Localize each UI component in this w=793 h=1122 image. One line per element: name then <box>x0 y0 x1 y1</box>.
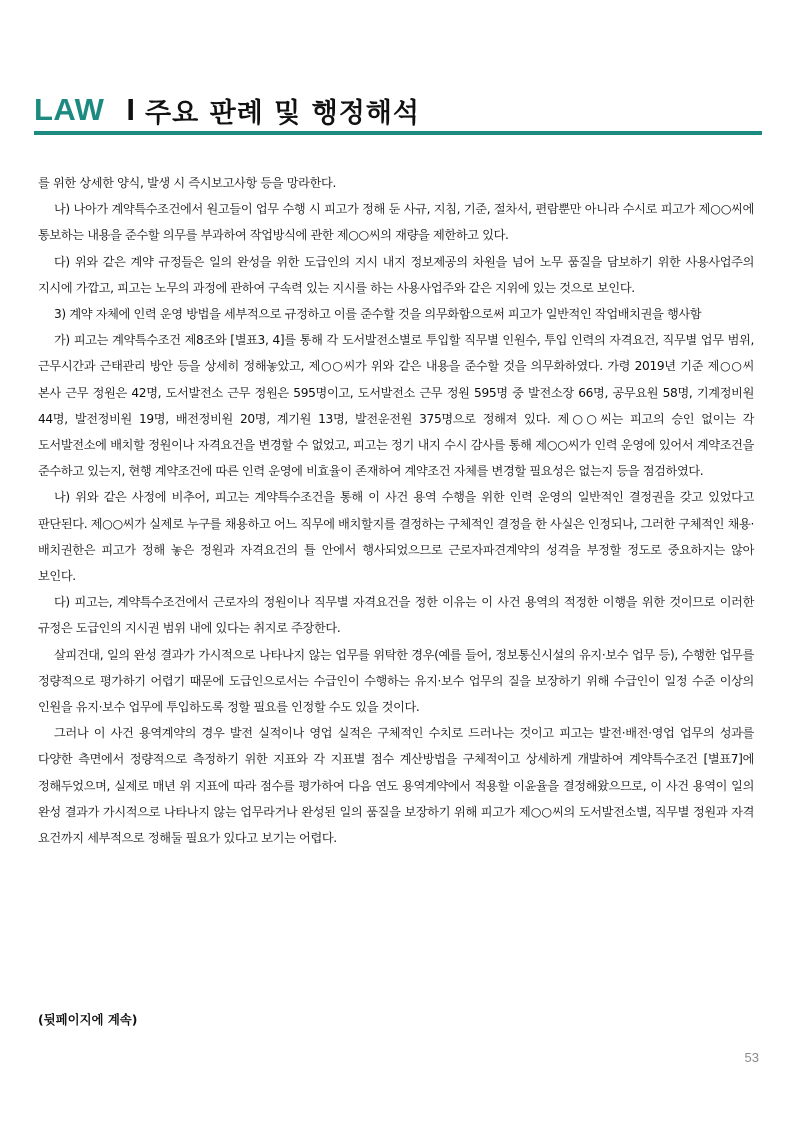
paragraph: 다) 피고는, 계약특수조건에서 근로자의 정원이나 직무별 자격요건을 정한 이유는 이 사건 용역의 적정한 이행을 위한 것이므로 이러한 규정은 도급인의 지시권 범위 내에 있다는 취지로 주장한다. <box>38 595 754 636</box>
continuation-note: (뒷페이지에 계속) <box>38 1012 138 1027</box>
body-text <box>38 170 754 851</box>
paragraph: 나) 나아가 계약특수조건에서 원고들이 업무 수행 시 피고가 정해 둔 사규, 지침, 기준, 절차서, 편람뿐만 아니라 수시로 피고가 제○○씨에 통보하는 내용을 준수할 의무를 부과하여 작업방식에 관한 제○○씨의 재량을 제한하고 있다. <box>38 202 754 243</box>
section-label: LAW <box>34 92 105 127</box>
paragraph: 가) 피고는 계약특수조건 제8조와 [별표3, 4]를 통해 각 도서발전소별로 투입할 직무별 인원수, 투입 인력의 자격요건, 직무별 업무 범위, 근무시간과 근태관리 방안 등을 상세히 정해놓았고, 제○○씨가 위와 같은 내용을 준수할 것을 의무화하였다. 가령 2019년 기준 제○○씨 본사 근무 정원은 42명, 도서발전소 근무 정원은 595명이고, 도서발전소 근무 정원 595명 중 발전소장 66명, 공무요원 58명, 기계정비원 44명, 발전정비원 19명, 배전정비원 20명, 계기원 13명, 발전운전원 375명으로 정해져 있다. 제○○씨는 피고의 승인 없이는 각 도서발전소에 배치할 정원이나 자격요건을 변경할 수 없었고, 피고는 정기 내지 수시 감사를 통해 제○○씨가 인력 운영에 있어서 계약조건을 준수하고 있는지, 현행 계약조건에 따른 인력 운영에 비효율이 존재하여 계약조건 자체를 변경할 필요성은 없는지 등을 점검하였다. <box>38 333 754 479</box>
paragraph: 나) 위와 같은 사정에 비추어, 피고는 계약특수조건을 통해 이 사건 용역 수행을 위한 인력 운영의 일반적인 결정권을 갖고 있었다고 판단된다. 제○○씨가 실제로 누구를 채용하고 어느 직무에 배치할지를 결정하는 구체적인 결정을 한 사실은 인정되나, 그러한 구체적인 채용·배치권한은 피고가 정해 놓은 정원과 자격요건의 틀 안에서 행사되었으므로 근로자파견계약의 성격을 부정할 정도로 중요하지는 않아 보인다. <box>38 490 754 584</box>
paragraph: 그러나 이 사건 용역계약의 경우 발전 실적이나 영업 실적은 구체적인 수치로 드러나는 것이고 피고는 발전·배전·영업 업무의 성과를 다양한 측면에서 정량적으로 측정하기 위한 지표와 각 지표별 점수 계산방법을 구체적이고 상세하게 개발하여 계약특수조건 [별표7]에 정해두었으며, 실제로 매년 위 지표에 따라 점수를 평가하여 다음 연도 용역계약에서 적용할 이윤율을 결정해왔으므로, 이 사건 용역이 일의 완성 결과가 가시적으로 나타나지 않는 업무라거나 완성된 일의 품질을 보장하기 위해 피고가 제○○씨의 도서발전소별, 직무별 정원과 자격 요건까지 세부적으로 정해둘 필요가 있다고 보기는 어렵다. <box>38 726 754 846</box>
paragraph: 3) 계약 자체에 인력 운영 방법을 세부적으로 규정하고 이를 준수할 것을 의무화함으로써 피고가 일반적인 작업배치권을 행사함 <box>54 307 702 322</box>
paragraph: 살피건대, 일의 완성 결과가 가시적으로 나타나지 않는 업무를 위탁한 경우(예를 들어, 정보통신시설의 유지·보수 업무 등), 수행한 업무를 정량적으로 평가하기 어렵기 때문에 도급인으로서는 수급인이 수행하는 유지·보수 업무의 질을 보장하기 위해 수급인이 일정 수준 이상의 인원을 유지·보수 업무에 투입하도록 정할 필요를 인정할 수도 있을 것이다. <box>38 647 754 715</box>
header-separator: I <box>126 92 135 127</box>
header-divider <box>34 131 762 135</box>
paragraph: 다) 위와 같은 계약 규정들은 일의 완성을 위한 도급인의 지시 내지 정보제공의 차원을 넘어 노무 품질을 담보하기 위한 사용사업주의 지시에 가깝고, 피고는 노무의 과정에 관하여 구속력 있는 지시를 하는 사용사업주와 같은 지위에 있는 것으로 보인다. <box>38 254 754 295</box>
paragraph-continued: 를 위한 상세한 양식, 발생 시 즉시보고사항 등을 망라한다. <box>38 176 336 190</box>
page-header <box>34 86 420 134</box>
page-title: 주요 판례 및 행정해석 <box>145 97 420 129</box>
page-number: 53 <box>744 1050 759 1065</box>
